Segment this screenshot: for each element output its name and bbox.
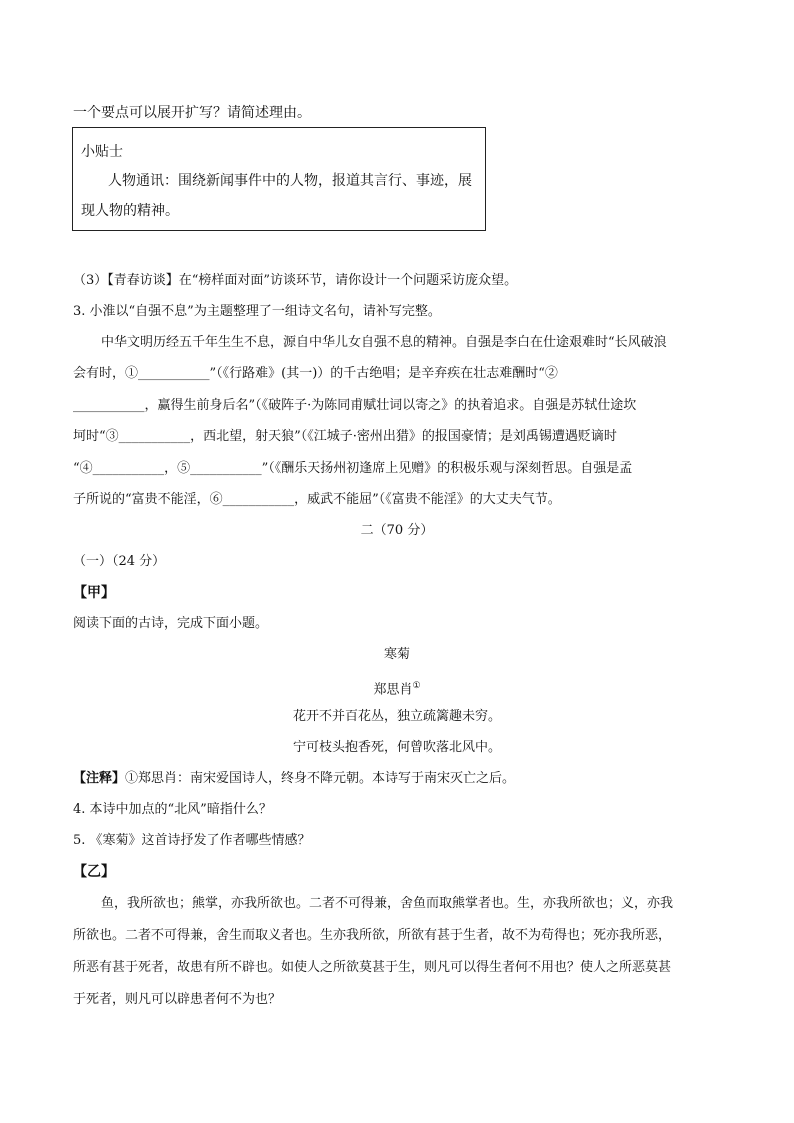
tip-title: 小贴士: [81, 144, 123, 160]
q3-text-line: 会有时，①___________”（《行路难》(其一)）的千古绝唱；是辛弃疾在壮志难酬时“②: [73, 366, 558, 381]
question-4: 4. 本诗中加点的“北风”暗指什么？: [73, 802, 272, 817]
tip-box: [72, 127, 486, 231]
passage-yi-line: 鱼，我所欲也；熊掌，亦我所欲也。二者不可得兼，舍鱼而取熊掌者也。生，亦我所欲也；义，亦我: [101, 896, 674, 911]
poem-title: 寒菊: [383, 647, 410, 662]
reading-instruction: 阅读下面的古诗，完成下面小题。: [73, 616, 269, 631]
annotation-label: 【注释】: [73, 771, 126, 786]
poem-line: 花开不并百花丛，独立疏篱趣未穷。: [292, 709, 501, 724]
section-2-heading: 二（70 分）: [360, 523, 434, 538]
tip-text-line-2: 现人物的精神。: [81, 203, 179, 219]
q3-text-line: “④___________，⑤___________”（《酬乐天扬州初逢席上见赠》的积极乐观与深刻哲思。自强是孟: [73, 461, 633, 476]
question-2-tail: 一个要点可以展开扩写？请简述理由。: [73, 105, 311, 121]
q3-text-line: 坷时“③___________，西北望，射天狼”（《江城子·密州出猎》的报国豪情；是刘禹锡遭遇贬谪时: [73, 429, 617, 444]
q3-text-line: 子所说的“富贵不能淫，⑥___________，威武不能屈”（《富贵不能淫》的大丈夫气节。: [73, 492, 561, 507]
question-2-3: （3）【青春访谈】在“榜样面对面”访谈环节，请你设计一个问题采访庞众望。: [73, 273, 518, 288]
part-1-heading: （一）（24 分）: [73, 554, 166, 569]
q3-text-line: ___________，赢得生前身后名”（《破阵子·为陈同甫赋壮词以寄之》的执着追求。自强是苏轼仕途坎: [73, 398, 637, 413]
question-3-prompt: 3. 小淮以“自强不息”为主题整理了一组诗文名句，请补写完整。: [73, 304, 441, 319]
tip-text-line-1: 人物通讯：围绕新闻事件中的人物，报道其言行、事迹，展: [108, 173, 472, 189]
q3-text-line: 中华文明历经五千年生生不息，源自中华儿女自强不息的精神。自强是李白在仕途艰难时“长风破浪: [101, 335, 667, 350]
passage-yi-line: 所欲也。二者不可得兼，舍生而取义者也。生亦我所欲，所欲有甚于生者，故不为苟得也；死亦我所恶，: [73, 928, 672, 943]
passage-yi-line: 于死者，则凡可以辟患者何不为也？: [73, 992, 282, 1007]
passage-jia-label: 【甲】: [73, 585, 115, 601]
passage-yi-line: 所恶有甚于死者，故患有所不辟也。如使人之所欲莫甚于生，则凡可以得生者何不用也？使人之所恶莫甚: [73, 960, 672, 975]
annotation: [73, 769, 515, 789]
annotation-text: ①郑思肖：南宋爱国诗人，终身不降元朝。本诗写于南宋灭亡之后。: [125, 771, 516, 786]
question-5: 5. 《寒菊》这首诗抒发了作者哪些情感？: [73, 833, 311, 848]
footnote-marker: ①: [412, 681, 421, 691]
passage-yi-label: 【乙】: [73, 864, 115, 880]
poem-author: 郑思肖①: [373, 681, 421, 698]
poem-line: 宁可枝头抱香死，何曾吹落北风中。: [292, 740, 501, 755]
